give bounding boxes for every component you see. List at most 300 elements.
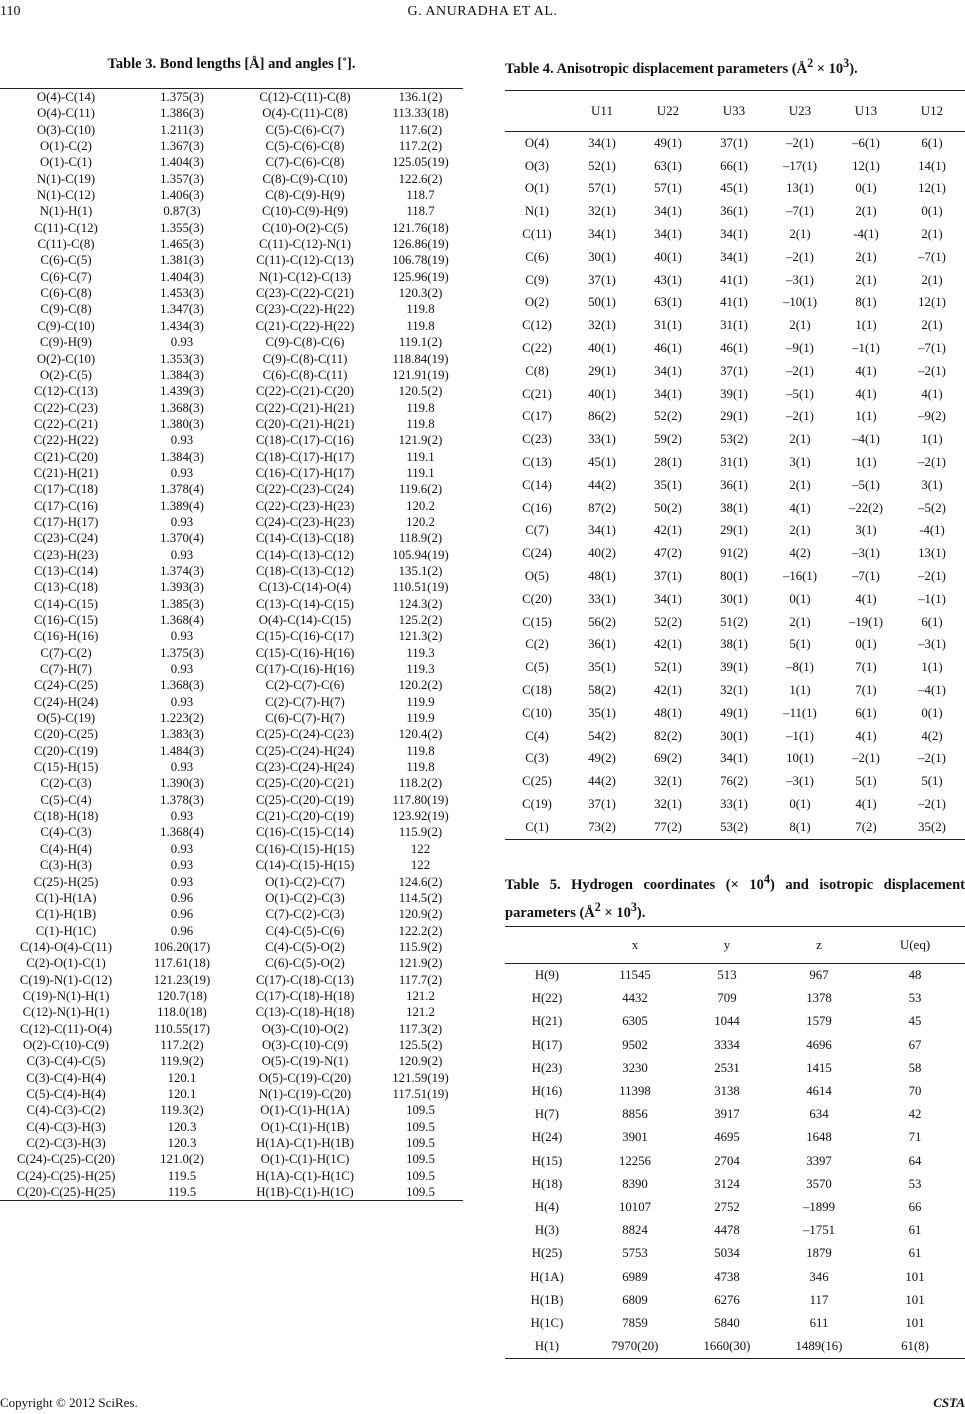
anisotropic-displacement-table xyxy=(505,90,965,840)
table-cell: 611 xyxy=(809,1315,829,1330)
table-cell: C(18)-C(17)-H(17) xyxy=(255,449,355,464)
table-cell: 36(1) xyxy=(720,477,748,492)
table-row xyxy=(505,679,965,702)
table-cell: –1751 xyxy=(803,1223,835,1238)
table-cell: 1.404(3) xyxy=(160,155,204,170)
table-cell: C(22)-C(21) xyxy=(34,416,98,431)
table-cell: C(13)-C(18) xyxy=(34,580,98,595)
table-cell: 5(1) xyxy=(789,637,811,652)
table-cell: 34(1) xyxy=(720,751,748,766)
column-header: x xyxy=(589,927,681,964)
table-row xyxy=(0,939,463,955)
table-cell: C(4) xyxy=(525,728,549,743)
table-cell: 1(1) xyxy=(855,409,877,424)
table-row xyxy=(505,964,965,988)
table-cell: 8(1) xyxy=(767,816,833,839)
table-cell: C(19)-N(1)-H(1) xyxy=(22,988,110,1003)
table-cell: 120.2 xyxy=(406,498,435,513)
column-header: z xyxy=(773,927,865,964)
table-cell: C(19) xyxy=(522,797,552,811)
table-cell: 0(1) xyxy=(921,204,943,219)
table-cell: 52(1) xyxy=(654,660,682,675)
table-cell: C(11)-C(8) xyxy=(37,237,95,252)
table-cell: 118.84(19) xyxy=(392,351,449,366)
table-cell: 53 xyxy=(908,1176,922,1191)
table-row xyxy=(0,710,463,726)
table-cell: 45 xyxy=(908,1014,922,1029)
table-row xyxy=(505,292,965,315)
table-cell: 118.0(18) xyxy=(157,1005,207,1020)
table-row xyxy=(505,1034,965,1057)
table-cell: 135.1(2) xyxy=(398,563,443,578)
table-cell: C(18) xyxy=(522,683,552,698)
table-cell: 121.59(19) xyxy=(392,1070,449,1085)
table-row xyxy=(0,154,463,170)
table-cell: 5840 xyxy=(714,1315,740,1330)
table-row xyxy=(0,955,463,971)
table-row xyxy=(0,1086,463,1102)
table-row xyxy=(0,400,463,416)
table-cell: 1.370(4) xyxy=(160,531,204,546)
table-cell: 48 xyxy=(908,968,922,983)
table-cell: C(12)-N(1)-H(1) xyxy=(22,1005,110,1020)
table-cell: 0(1) xyxy=(789,797,811,811)
table-cell: 119.1 xyxy=(406,449,435,464)
table-cell: 7(2) xyxy=(833,816,899,839)
table-row xyxy=(0,236,463,252)
table-row xyxy=(505,1173,965,1196)
table-cell: –1(1) xyxy=(918,591,946,606)
table-cell: C(6)-C(5) xyxy=(40,253,92,268)
table-cell: 2(1) xyxy=(789,318,811,333)
table-cell: 11398 xyxy=(619,1084,651,1099)
table-row xyxy=(0,449,463,465)
table-cell: 1(1) xyxy=(921,432,943,447)
table-cell: 119.9(2) xyxy=(160,1054,204,1069)
table-cell: H(1) xyxy=(505,1335,589,1359)
table-cell: –17(1) xyxy=(782,158,818,173)
table-cell: C(6) xyxy=(525,249,549,264)
table-cell: C(14)-C(13)-C(18) xyxy=(255,531,355,546)
table-cell: 52(2) xyxy=(654,614,682,629)
table-cell: 109.5 xyxy=(378,1184,463,1201)
table-cell: –2(1) xyxy=(852,751,880,766)
table-cell: 2(1) xyxy=(921,272,943,287)
table-cell: 114.5(2) xyxy=(398,890,443,905)
table-cell: 8(1) xyxy=(855,295,877,310)
table-cell: 1.484(3) xyxy=(160,743,204,758)
table-cell: 1.368(4) xyxy=(160,613,204,627)
column-header: U12 xyxy=(899,91,965,132)
table-cell: 37(1) xyxy=(720,363,748,378)
table-cell: 1044 xyxy=(714,1014,740,1029)
table-row xyxy=(505,200,965,223)
table-cell: C(22) xyxy=(522,341,552,356)
table-cell: C(18)-C(17)-C(16) xyxy=(255,433,355,448)
table-row xyxy=(505,565,965,588)
table-cell: –2(1) xyxy=(918,797,946,811)
table-row xyxy=(505,588,965,611)
table-cell: C(4)-C(3)-C(2) xyxy=(26,1103,106,1118)
table-cell: 2(1) xyxy=(855,249,877,264)
table-cell: 76(2) xyxy=(720,774,748,789)
table-cell: C(9)-C(10) xyxy=(37,318,95,333)
table-cell: H(1A)-C(1)-H(1B) xyxy=(255,1136,355,1150)
table-cell: 54(2) xyxy=(588,728,616,743)
table-cell: 33(1) xyxy=(720,797,748,811)
table-cell: 119.8 xyxy=(406,743,435,758)
hydrogen-coordinates-table xyxy=(505,926,965,1359)
table-cell: 34(1) xyxy=(654,591,682,606)
table-cell: 29(1) xyxy=(720,409,748,424)
table-cell: C(6)-C(7)-H(7) xyxy=(265,711,345,726)
table-row xyxy=(505,155,965,178)
copyright-notice: Copyright © 2012 SciRes. xyxy=(0,1395,138,1410)
table-cell: N(1)-C(12)-C(13) xyxy=(258,269,352,284)
table-cell: C(24) xyxy=(522,546,552,561)
table-cell: O(3) xyxy=(524,158,550,173)
table-cell: 120.1 xyxy=(167,1086,197,1101)
table-cell: 43(1) xyxy=(654,272,682,287)
table-row xyxy=(0,367,463,383)
table-cell: 119.3(2) xyxy=(160,1103,204,1118)
table-cell: 2(1) xyxy=(789,432,811,447)
table-cell: 120.5(2) xyxy=(398,384,443,399)
table-cell: 38(1) xyxy=(720,637,748,652)
table-cell: 119.1(2) xyxy=(398,335,443,350)
table-cell: 119.9 xyxy=(406,711,435,726)
table-cell: H(17) xyxy=(531,1037,563,1052)
table-cell: 42(1) xyxy=(654,523,682,538)
table-row xyxy=(505,520,965,543)
table-cell: 3(1) xyxy=(921,477,943,492)
table-cell: O(1)-C(1) xyxy=(40,155,92,170)
table-cell: O(2) xyxy=(524,295,550,310)
table-cell: 4738 xyxy=(714,1269,740,1284)
table-cell: 1(1) xyxy=(789,683,811,698)
table-cell: C(5) xyxy=(525,660,549,675)
table-cell: 101 xyxy=(905,1315,925,1330)
column-header: U(eq) xyxy=(865,927,965,964)
table-cell: –10(1) xyxy=(782,295,818,310)
table-cell: –4(1) xyxy=(918,683,946,698)
table-cell: 3334 xyxy=(714,1037,740,1052)
table-cell: C(14)-C(13)-C(12) xyxy=(255,547,355,562)
table-cell: C(25)-C(24)-C(23) xyxy=(255,727,355,742)
table-cell: C(12) xyxy=(522,318,552,333)
table-row xyxy=(505,428,965,451)
table-cell: 59(2) xyxy=(654,432,682,447)
table-cell: 119.8 xyxy=(406,400,435,415)
table-cell: 7(1) xyxy=(855,660,877,675)
table-cell: 121.9(2) xyxy=(398,956,443,971)
table-cell: 119.8 xyxy=(406,302,435,317)
table-cell: C(6)-C(8) xyxy=(40,286,92,301)
table-cell: 1.367(3) xyxy=(160,139,204,154)
table-cell: 125.2(2) xyxy=(398,613,443,627)
table-row xyxy=(0,1135,463,1151)
table-row xyxy=(0,923,463,939)
table-cell: 42(1) xyxy=(654,637,682,652)
table-cell: 0.96 xyxy=(170,890,194,905)
table-cell: 4(1) xyxy=(855,363,877,378)
table-row xyxy=(0,187,463,203)
table-cell: 35(1) xyxy=(588,660,616,675)
table-cell: O(2)-C(10) xyxy=(36,351,96,366)
table-cell: 4696 xyxy=(806,1037,832,1052)
table-cell: C(9) xyxy=(525,272,549,287)
table-cell: N(1)-C(19)-C(20) xyxy=(258,1086,352,1101)
table-cell: 117.80(19) xyxy=(392,792,449,807)
table-cell: –2(1) xyxy=(786,249,814,264)
table-cell: 1.386(3) xyxy=(160,106,204,121)
table-cell: O(4) xyxy=(524,135,550,150)
table-cell: –2(1) xyxy=(786,363,814,378)
table-cell: –2(1) xyxy=(786,135,814,150)
table-cell: 3124 xyxy=(714,1176,740,1191)
table-cell: 31(1) xyxy=(654,318,682,333)
table-cell: N(1)-C(12) xyxy=(36,188,96,203)
table-cell: 119.5 xyxy=(132,1184,232,1201)
table-row xyxy=(0,498,463,514)
table-cell: 1.390(3) xyxy=(160,776,204,791)
table-cell: 30(1) xyxy=(720,591,748,606)
table-cell: 5(1) xyxy=(855,774,877,789)
table-row xyxy=(0,285,463,301)
table-cell: C(24)-C(25)-H(25) xyxy=(16,1168,116,1183)
table-cell: 53 xyxy=(908,991,922,1006)
table-cell: –7(1) xyxy=(918,341,946,356)
table-cell: C(9)-C(8)-C(6) xyxy=(265,335,345,350)
table-cell: –16(1) xyxy=(782,569,818,584)
table-cell: 12(1) xyxy=(918,181,946,196)
table-cell: 50(1) xyxy=(588,295,616,310)
table-cell: C(4)-C(5)-O(2) xyxy=(265,939,345,954)
table-cell: 1.439(3) xyxy=(160,384,204,399)
table-cell: 1(1) xyxy=(921,660,943,675)
table-cell: 53(2) xyxy=(701,816,767,839)
table-cell: C(15)-H(15) xyxy=(33,760,99,775)
table-cell: 1.384(3) xyxy=(160,449,204,464)
table-cell: C(15)-C(16)-C(17) xyxy=(255,629,355,644)
table-cell: 32(1) xyxy=(720,683,748,698)
table-cell: 39(1) xyxy=(720,386,748,401)
table-row xyxy=(0,89,463,106)
table-cell: C(1)-H(1A) xyxy=(35,890,97,905)
table5-caption: Table 5. Hydrogen coordinates (× $10^4$) and isotropic displacement parameters $(Å^2 \times 10^3)$. xyxy=(505,872,965,921)
table-cell: 42(1) xyxy=(654,683,682,698)
table-cell: –22(2) xyxy=(848,500,884,515)
table-row xyxy=(0,596,463,612)
table-cell: 33(1) xyxy=(588,432,616,447)
table-cell: 121.23(19) xyxy=(153,972,211,987)
table-row xyxy=(505,1057,965,1080)
table-cell: C(13)-C(14)-C(15) xyxy=(255,596,355,611)
table-row xyxy=(0,808,463,824)
table-cell: 0(1) xyxy=(921,705,943,720)
table-cell: 40(1) xyxy=(654,249,682,264)
table-row xyxy=(505,1242,965,1265)
table-cell: 1.404(3) xyxy=(160,269,204,284)
table-cell: O(1) xyxy=(524,181,550,196)
table-cell: C(25) xyxy=(522,774,552,789)
table-cell: C(25)-C(24)-H(24) xyxy=(255,743,355,758)
table-cell: 1.347(3) xyxy=(160,302,204,317)
table-cell: C(10)-C(9)-H(9) xyxy=(262,204,348,219)
table-row xyxy=(505,816,965,839)
table-cell: 4(1) xyxy=(855,591,877,606)
table-row xyxy=(505,383,965,406)
table-row xyxy=(0,514,463,530)
table-cell: 46(1) xyxy=(654,341,682,356)
table-cell: 32(1) xyxy=(654,797,682,811)
table-cell: 115.9(2) xyxy=(398,825,443,840)
table-row xyxy=(505,406,965,429)
table4-caption: Table 4. Anisotropic displacement parameters $(Å^2 \times 10^3)$. xyxy=(505,56,858,77)
table-cell: O(5) xyxy=(524,569,550,584)
table-cell: O(2)-C(10)-C(9) xyxy=(23,1037,109,1052)
table-cell: 346 xyxy=(809,1269,829,1284)
table-cell: C(7)-C(6)-C(8) xyxy=(265,155,345,170)
table-row xyxy=(505,1289,965,1312)
table-cell: 32(1) xyxy=(654,774,682,789)
table-row xyxy=(0,694,463,710)
table-cell: 123.92(19) xyxy=(392,809,449,824)
table-cell: 110.51(19) xyxy=(392,580,449,595)
table-cell: 1378 xyxy=(806,991,832,1006)
table-row xyxy=(0,1004,463,1020)
table-row xyxy=(505,634,965,657)
table-cell: 51(2) xyxy=(720,614,748,629)
table-cell: 2704 xyxy=(714,1153,740,1168)
table-cell: 29(1) xyxy=(720,523,748,538)
table-row xyxy=(0,743,463,759)
table-cell: O(3)-C(10) xyxy=(36,122,96,137)
table-cell: 120.3 xyxy=(167,1136,197,1150)
column-header xyxy=(505,927,589,964)
table-cell: C(19)-N(1)-C(12) xyxy=(19,972,113,987)
table-cell: 967 xyxy=(809,968,829,983)
table-cell: 69(2) xyxy=(654,751,682,766)
table-cell: 58(2) xyxy=(588,683,616,698)
table-cell: -4(1) xyxy=(853,227,879,242)
table-cell: 61(8) xyxy=(865,1335,965,1359)
table-cell: 61 xyxy=(908,1246,922,1261)
table-cell: 121.3(2) xyxy=(398,629,443,644)
table-cell: C(14)-C(15) xyxy=(34,596,98,611)
table-cell: 119.8 xyxy=(406,318,435,333)
table-row xyxy=(0,383,463,399)
table3-caption: Table 3. Bond lengths [Å] and angles [˚]. xyxy=(107,56,356,72)
table-cell: 113.33(18) xyxy=(392,106,449,121)
table-cell: 1.368(3) xyxy=(160,678,204,693)
table-cell: O(3)-C(10)-O(2) xyxy=(261,1021,349,1036)
table-cell: 32(1) xyxy=(588,318,616,333)
table-cell: 1648 xyxy=(806,1130,832,1145)
table-row xyxy=(505,360,965,383)
table-cell: 0.93 xyxy=(170,858,194,873)
table-row xyxy=(505,770,965,793)
table-cell: 119.1 xyxy=(406,465,435,480)
table-cell: 52(1) xyxy=(588,158,616,173)
table-cell: 2(1) xyxy=(921,318,943,333)
table-cell: 101 xyxy=(905,1269,925,1284)
table-cell: C(24)-C(23)-H(23) xyxy=(255,514,355,529)
table-cell: 119.8 xyxy=(406,416,435,431)
table-cell: 87(2) xyxy=(588,500,616,515)
table-cell: C(9)-C(8)-C(11) xyxy=(262,351,348,366)
table-cell: 6(1) xyxy=(921,614,943,629)
column-header: U22 xyxy=(635,91,701,132)
table-cell: 63(1) xyxy=(654,158,682,173)
table-cell: 57(1) xyxy=(654,181,682,196)
table-cell: 120.4(2) xyxy=(398,727,443,742)
table-row xyxy=(505,1126,965,1149)
table-cell: 70 xyxy=(908,1084,922,1099)
bond-lengths-angles-table xyxy=(0,88,463,1201)
table-cell: C(17)-C(18) xyxy=(34,482,98,497)
table-cell: 34(1) xyxy=(654,386,682,401)
table-cell: 82(2) xyxy=(654,728,682,743)
table-cell: 1879 xyxy=(806,1246,832,1261)
table-row xyxy=(0,563,463,579)
table-cell: 120.2(2) xyxy=(398,678,443,693)
table-cell: –3(1) xyxy=(918,637,946,652)
column-header: U13 xyxy=(833,91,899,132)
table-cell: C(4)-C(5)-C(6) xyxy=(265,923,345,938)
table-cell: 121.9(2) xyxy=(398,433,443,448)
table-cell: 4(1) xyxy=(921,386,943,401)
table-cell: H(23) xyxy=(531,1060,563,1075)
table-cell: 6809 xyxy=(622,1292,648,1307)
table-cell: 115.9(2) xyxy=(398,939,443,954)
table-cell: H(22) xyxy=(531,991,563,1006)
table-cell: 32(1) xyxy=(588,204,616,219)
table-cell: C(2)-C(7)-C(6) xyxy=(265,678,345,693)
table-cell: 2(1) xyxy=(789,227,811,242)
table-cell: 0.93 xyxy=(170,629,194,644)
table-cell: 125.96(19) xyxy=(392,269,449,284)
table-row xyxy=(0,661,463,677)
table-cell: 1.380(3) xyxy=(160,416,204,431)
table-row xyxy=(505,702,965,725)
table-cell: 1.406(3) xyxy=(160,188,204,203)
table-cell: –4(1) xyxy=(852,432,880,447)
table-cell: C(5)-C(6)-C(8) xyxy=(265,139,345,154)
table-cell: H(9) xyxy=(534,968,560,983)
table-row xyxy=(0,1168,463,1184)
table-cell: 1.374(3) xyxy=(160,563,204,578)
table-row xyxy=(505,793,965,816)
table-cell: 7970(20) xyxy=(589,1335,681,1359)
table-row xyxy=(0,1102,463,1118)
table-cell: 31(1) xyxy=(720,455,748,470)
table-cell: 120.3 xyxy=(167,1119,197,1134)
table-cell: 1.368(3) xyxy=(160,400,204,415)
table-cell: 66(1) xyxy=(720,158,748,173)
table-cell: C(15) xyxy=(522,614,552,629)
table-cell: 49(1) xyxy=(720,705,748,720)
table-row xyxy=(505,611,965,634)
table-cell: 3230 xyxy=(622,1060,648,1075)
table-cell: O(1)-C(1)-H(1A) xyxy=(260,1103,350,1118)
table-cell: C(3)-H(3) xyxy=(40,858,92,873)
table-cell: 30(1) xyxy=(720,728,748,743)
table-cell: 36(1) xyxy=(720,204,748,219)
table-cell: N(1)-C(19) xyxy=(36,171,96,186)
table-cell: 12256 xyxy=(619,1153,651,1168)
table-cell: H(21) xyxy=(531,1014,563,1029)
